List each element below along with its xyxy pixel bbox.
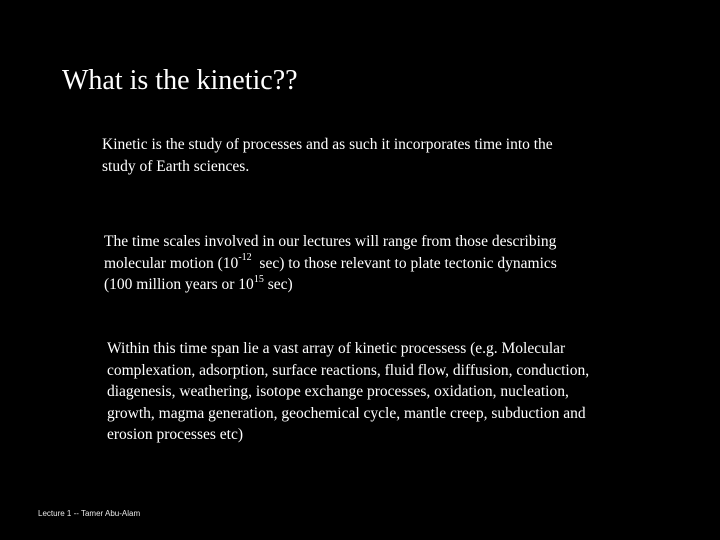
paragraph-line: diagenesis, weathering, isotope exchange processes, oxidation, nucleation, [107, 383, 569, 400]
slide-title: What is the kinetic?? [62, 65, 298, 96]
paragraph-line [104, 253, 557, 275]
paragraph-line: study of Earth sciences. [102, 157, 250, 175]
paragraph-definition [102, 134, 553, 177]
exponent: -12 [238, 252, 252, 264]
exponent: 15 [253, 273, 264, 285]
slide-footer: Lecture 1 -- Tamer Abu-Alam [38, 509, 141, 518]
text-segment: molecular motion (10 [104, 254, 239, 272]
text-segment: (100 million years or 10 [104, 276, 254, 293]
text-segment: sec) to those relevant to plate tectonic dynamics [251, 254, 557, 272]
paragraph-line: Kinetic is the study of processes and as such it incorporates time into the [102, 136, 553, 153]
paragraph-line: growth, magma generation, geochemical cycle, mantle creep, subduction and [107, 404, 586, 422]
paragraph-time-scales [104, 231, 557, 296]
paragraph-line: Within this time span lie a vast array of kinetic processess (e.g. Molecular [107, 340, 566, 357]
paragraph-line: The time scales involved in our lectures will range from those describing [104, 233, 557, 250]
paragraph-line: complexation, adsorption, surface reactions, fluid flow, diffusion, conduction, [107, 361, 590, 379]
paragraph-line [104, 274, 557, 296]
paragraph-line: erosion processes etc) [107, 426, 244, 443]
text-segment: sec) [263, 276, 293, 293]
paragraph-processes [107, 338, 589, 446]
